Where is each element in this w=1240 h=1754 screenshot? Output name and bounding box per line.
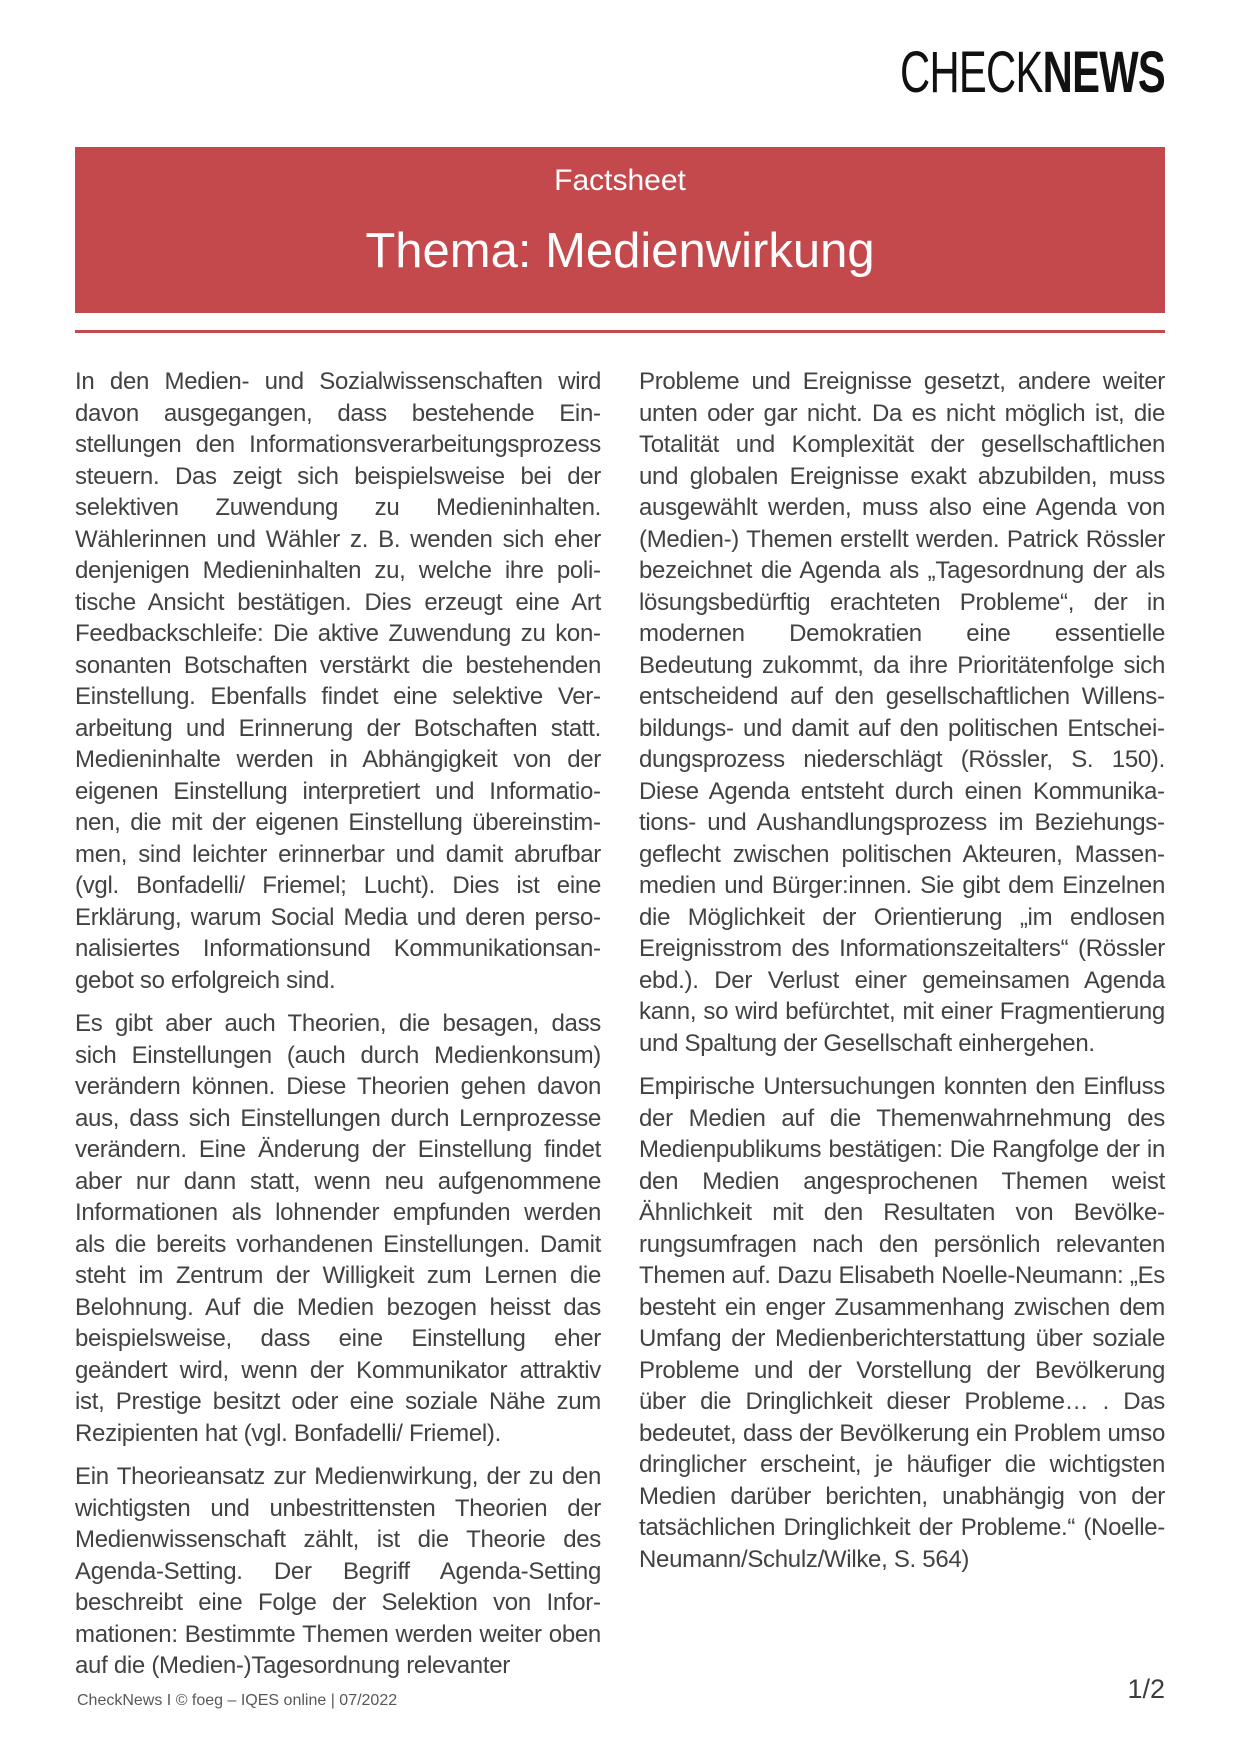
right-column [639,366,1165,1694]
divider-rule [75,330,1165,333]
body-paragraph: Empirische Untersuchungen konnten den Einfluss der Medien auf die Themenwahrnehmung des Medienpublikums bestätigen: Die Rangfolge der in den Medien angesprochenen Themen weist Ähnlichkeit mit den Resultaten von Bevölkerungsumfragen nach den persönlich relevanten Themen auf. Dazu Elisabeth Noelle-Neumann: „Es besteht ein enger Zusammenhang zwischen dem Umfang der Medienberichterstattung über soziale Probleme und der Vorstellung der Bevölkerung über die Dringlichkeit dieser Probleme… . Das bedeutet, dass der Bevölkerung ein Problem umso dringlicher erscheint, je häufiger die wichtigsten Medien darüber berichten, unabhängig von der tatsächlichen Dringlichkeit der Probleme.“ (Noelle-Neumann/Schulz/Wilke, S. 564) [639,1073,1165,1573]
body-paragraph: In den Medien- und Sozialwissenschaften wird davon ausgegangen, dass bestehende Einstellungen den Informationsverarbeitungsprozess steuern. Das zeigt sich beispielsweise bei der selektiven Zuwendung zu Medieninhalten. Wählerinnen und Wähler z. B. wenden sich eher denjenigen Medieninhalten zu, welche ihre politische Ansicht bestätigen. Dies erzeugt eine Art Feedbackschleife: Die aktive Zuwendung zu konsonanten Botschaften verstärkt die bestehenden Einstellung. Ebenfalls findet eine selektive Verarbeitung und Erinnerung der Botschaften statt. Medieninhalte werden in Abhängigkeit von der eigenen Einstellung interpretiert und Informationen, die mit der eigenen Einstellung übereinstimmen, sind leichter erinnerbar und damit abrufbar (vgl. Bonfadelli/ Friemel; Lucht). Dies ist eine Erklärung, warum Social Media und deren personalisiertes Informationsund Kommunikationsangebot so erfolgreich sind. [75,368,601,994]
footer-credit: CheckNews I © foeg – IQES online | 07/2022 [77,1692,398,1709]
body-paragraph: Probleme und Ereignisse gesetzt, andere weiter unten oder gar nicht. Da es nicht möglich ist, die Totalität und Komplexität der gesellschaftlichen und globalen Ereignisse exakt abzubilden, muss ausgewählt werden, muss also eine Agenda von (Medien-) Themen erstellt werden. Patrick Rössler bezeichnet die Agenda als „Tagesordnung der als lösungsbedürftig erachteten Probleme“, der in modernen Demokratien eine essentielle Bedeutung zukommt, da ihre Prioritätenfolge sich entscheidend auf den gesellschaftlichen Willensbildungs- und damit auf den politischen Entscheidungsprozess niederschlägt (Rössler, S. 150). Diese Agenda entsteht durch einen Kommunikations- und Aushandlungsprozess im Beziehungsgeflecht zwischen politischen Akteuren, Massenmedien und Bürger:innen. Sie gibt dem Einzelnen die Möglichkeit der Orientierung „im endlosen Ereignisstrom des Informationszeitalters“ (Rössler ebd.). Der Verlust einer gemeinsamen Agenda kann, so wird befürchtet, mit einer Fragmentierung und Spaltung der Gesellschaft einhergehen. [639,368,1165,1057]
logo-text-news: NEWS [1042,40,1165,105]
left-column [75,366,601,1694]
page-number: 1/2 [1127,1674,1165,1704]
body-paragraph: Es gibt aber auch Theorien, die besagen, dass sich Einstellungen (auch durch Medienkonsum) verändern können. Diese Theorien gehen davon aus, dass sich Einstellungen durch Lernprozesse verändern. Eine Änderung der Einstellung findet aber nur dann statt, wenn neu aufgenommene Informationen als lohnender empfunden werden als die bereits vorhandenen Einstellungen. Damit steht im Zentrum der Willigkeit zum Lernen die Belohnung. Auf die Medien bezogen heisst das beispielsweise, dass eine Einstellung eher geändert wird, wenn der Kommunikator attraktiv ist, Prestige besitzt oder eine soziale Nähe zum Rezipienten hat (vgl. Bonfadelli/ Friemel). [75,1010,601,1447]
logo-text-check: CHECK [900,40,1043,105]
banner-kicker: Factsheet [554,164,686,197]
title-banner [75,147,1165,313]
page-title: Thema: Medienwirkung [365,224,875,278]
checknews-logo [900,40,1165,105]
body-content [75,366,1165,1694]
body-paragraph: Ein Theorieansatz zur Medienwirkung, der zu den wichtigsten und unbestrittensten Theorien der Medienwissenschaft zählt, ist die Theorie des Agenda-Setting. Der Begriff Agenda-Setting beschreibt eine Folge der Selektion von Informationen: Bestimmte Themen werden weiter oben auf die (Medien-)Tagesordnung relevanter [75,1463,601,1679]
